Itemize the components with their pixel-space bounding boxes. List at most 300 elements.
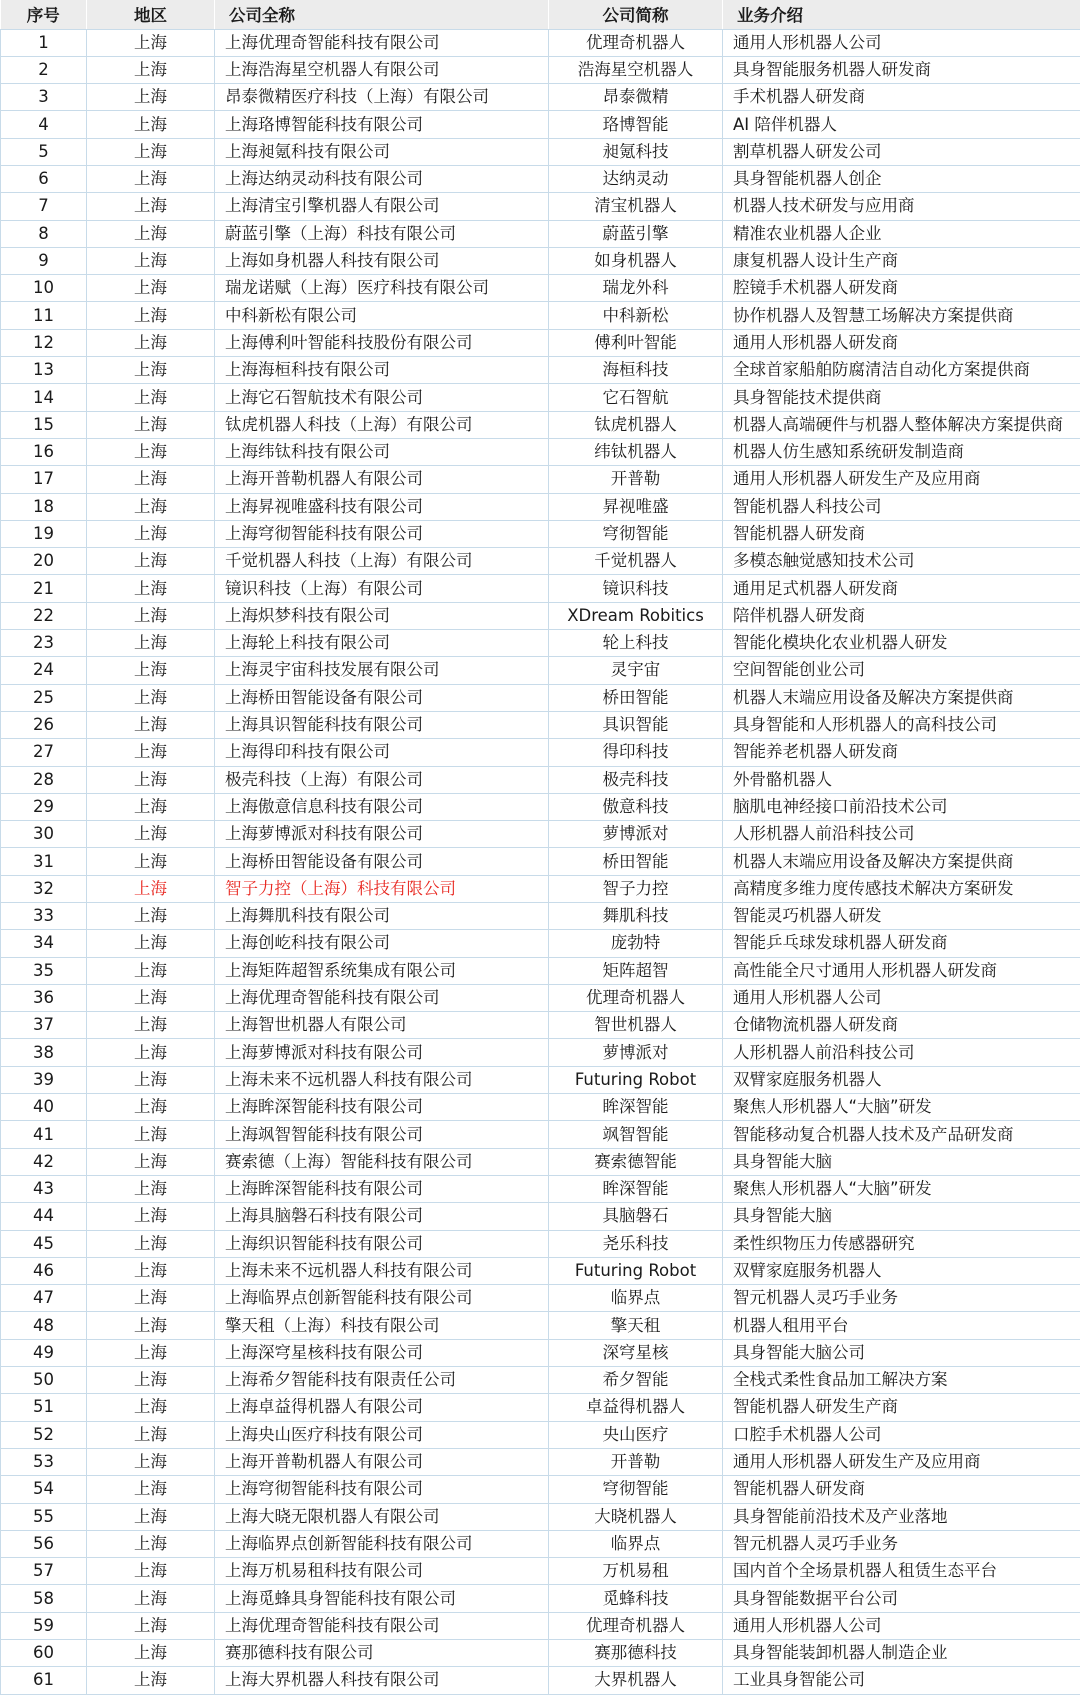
- header-company-full-name[interactable]: 公司全称: [215, 0, 549, 29]
- cell-company-short-name[interactable]: 傅利叶智能: [549, 329, 723, 356]
- cell-company-short-name[interactable]: 尧乐科技: [549, 1230, 723, 1257]
- cell-index[interactable]: 27: [1, 739, 87, 766]
- cell-region[interactable]: 上海: [87, 1640, 215, 1667]
- cell-company-short-name[interactable]: Futuring Robot: [549, 1066, 723, 1093]
- cell-business-description[interactable]: 全球首家船舶防腐清洁自动化方案提供商: [723, 357, 1080, 384]
- cell-company-short-name[interactable]: 达纳灵动: [549, 165, 723, 192]
- cell-company-full-name[interactable]: 上海具识智能科技有限公司: [215, 711, 549, 738]
- cell-region[interactable]: 上海: [87, 138, 215, 165]
- cell-index[interactable]: 57: [1, 1558, 87, 1585]
- cell-index[interactable]: 46: [1, 1257, 87, 1284]
- cell-index[interactable]: 11: [1, 302, 87, 329]
- cell-business-description[interactable]: 双臂家庭服务机器人: [723, 1066, 1080, 1093]
- cell-business-description[interactable]: 国内首个全场景机器人租赁生态平台: [723, 1558, 1080, 1585]
- cell-company-full-name[interactable]: 上海萝博派对科技有限公司: [215, 821, 549, 848]
- cell-region[interactable]: 上海: [87, 1012, 215, 1039]
- cell-company-short-name[interactable]: 赛索德智能: [549, 1148, 723, 1175]
- cell-company-full-name[interactable]: 上海万机易租科技有限公司: [215, 1558, 549, 1585]
- cell-company-short-name[interactable]: 眸深智能: [549, 1175, 723, 1202]
- cell-business-description[interactable]: 具身智能机器人创企: [723, 165, 1080, 192]
- cell-business-description[interactable]: 手术机器人研发商: [723, 84, 1080, 111]
- cell-business-description[interactable]: 通用人形机器人公司: [723, 29, 1080, 56]
- cell-index[interactable]: 13: [1, 357, 87, 384]
- cell-index[interactable]: 36: [1, 984, 87, 1011]
- cell-company-short-name[interactable]: 珞博智能: [549, 111, 723, 138]
- cell-index[interactable]: 29: [1, 793, 87, 820]
- cell-company-full-name[interactable]: 上海傅利叶智能科技股份有限公司: [215, 329, 549, 356]
- cell-company-full-name[interactable]: 上海希夕智能科技有限责任公司: [215, 1367, 549, 1394]
- cell-region[interactable]: 上海: [87, 1367, 215, 1394]
- cell-index[interactable]: 3: [1, 84, 87, 111]
- cell-region[interactable]: 上海: [87, 411, 215, 438]
- cell-company-full-name[interactable]: 上海昇视唯盛科技有限公司: [215, 493, 549, 520]
- cell-company-full-name[interactable]: 上海临界点创新智能科技有限公司: [215, 1285, 549, 1312]
- cell-index[interactable]: 50: [1, 1367, 87, 1394]
- cell-index[interactable]: 39: [1, 1066, 87, 1093]
- cell-company-full-name[interactable]: 上海临界点创新智能科技有限公司: [215, 1530, 549, 1557]
- cell-index[interactable]: 58: [1, 1585, 87, 1612]
- cell-region[interactable]: 上海: [87, 711, 215, 738]
- cell-company-short-name[interactable]: 千觉机器人: [549, 548, 723, 575]
- cell-business-description[interactable]: 智能养老机器人研发商: [723, 739, 1080, 766]
- cell-index[interactable]: 49: [1, 1339, 87, 1366]
- cell-index[interactable]: 7: [1, 193, 87, 220]
- cell-index[interactable]: 53: [1, 1448, 87, 1475]
- cell-region[interactable]: 上海: [87, 247, 215, 274]
- cell-index[interactable]: 24: [1, 657, 87, 684]
- cell-index[interactable]: 45: [1, 1230, 87, 1257]
- cell-region[interactable]: 上海: [87, 984, 215, 1011]
- cell-company-short-name[interactable]: 具识智能: [549, 711, 723, 738]
- cell-company-full-name[interactable]: 上海炽梦科技有限公司: [215, 602, 549, 629]
- cell-company-short-name[interactable]: 开普勒: [549, 466, 723, 493]
- cell-index[interactable]: 20: [1, 548, 87, 575]
- cell-region[interactable]: 上海: [87, 1558, 215, 1585]
- cell-company-short-name[interactable]: 大界机器人: [549, 1667, 723, 1694]
- cell-business-description[interactable]: 割草机器人研发公司: [723, 138, 1080, 165]
- cell-index[interactable]: 30: [1, 821, 87, 848]
- cell-business-description[interactable]: 智能移动复合机器人技术及产品研发商: [723, 1121, 1080, 1148]
- cell-index[interactable]: 54: [1, 1476, 87, 1503]
- cell-company-short-name[interactable]: 蔚蓝引擎: [549, 220, 723, 247]
- cell-company-short-name[interactable]: Futuring Robot: [549, 1257, 723, 1284]
- cell-business-description[interactable]: 智能灵巧机器人研发: [723, 903, 1080, 930]
- cell-company-short-name[interactable]: 浩海星空机器人: [549, 56, 723, 83]
- cell-index[interactable]: 37: [1, 1012, 87, 1039]
- cell-business-description[interactable]: 智能机器人研发商: [723, 520, 1080, 547]
- cell-business-description[interactable]: 具身智能前沿技术及产业落地: [723, 1503, 1080, 1530]
- cell-company-short-name[interactable]: 得印科技: [549, 739, 723, 766]
- cell-company-full-name[interactable]: 上海穹彻智能科技有限公司: [215, 1476, 549, 1503]
- cell-company-full-name[interactable]: 上海开普勒机器人有限公司: [215, 466, 549, 493]
- cell-business-description[interactable]: 通用足式机器人研发商: [723, 575, 1080, 602]
- header-region[interactable]: 地区: [87, 0, 215, 29]
- cell-region[interactable]: 上海: [87, 357, 215, 384]
- cell-index[interactable]: 32: [1, 875, 87, 902]
- cell-company-short-name[interactable]: 矩阵超智: [549, 957, 723, 984]
- cell-region[interactable]: 上海: [87, 220, 215, 247]
- cell-region[interactable]: 上海: [87, 1285, 215, 1312]
- cell-company-full-name[interactable]: 上海灵宇宙科技发展有限公司: [215, 657, 549, 684]
- cell-business-description[interactable]: 智能机器人研发商: [723, 1476, 1080, 1503]
- cell-region[interactable]: 上海: [87, 1175, 215, 1202]
- cell-business-description[interactable]: 腔镜手术机器人研发商: [723, 275, 1080, 302]
- header-company-short-name[interactable]: 公司简称: [549, 0, 723, 29]
- cell-region[interactable]: 上海: [87, 1203, 215, 1230]
- cell-business-description[interactable]: 机器人高端硬件与机器人整体解决方案提供商: [723, 411, 1080, 438]
- cell-region[interactable]: 上海: [87, 1230, 215, 1257]
- cell-company-full-name[interactable]: 上海深穹星核科技有限公司: [215, 1339, 549, 1366]
- cell-company-short-name[interactable]: 开普勒: [549, 1448, 723, 1475]
- cell-business-description[interactable]: 机器人租用平台: [723, 1312, 1080, 1339]
- cell-index[interactable]: 22: [1, 602, 87, 629]
- cell-region[interactable]: 上海: [87, 821, 215, 848]
- cell-company-full-name[interactable]: 上海清宝引擎机器人有限公司: [215, 193, 549, 220]
- cell-company-short-name[interactable]: 纬钛机器人: [549, 438, 723, 465]
- cell-index[interactable]: 8: [1, 220, 87, 247]
- cell-company-short-name[interactable]: 临界点: [549, 1285, 723, 1312]
- cell-region[interactable]: 上海: [87, 466, 215, 493]
- cell-business-description[interactable]: 人形机器人前沿科技公司: [723, 821, 1080, 848]
- cell-company-full-name[interactable]: 上海创屹科技有限公司: [215, 930, 549, 957]
- cell-company-full-name[interactable]: 上海眸深智能科技有限公司: [215, 1175, 549, 1202]
- cell-index[interactable]: 6: [1, 165, 87, 192]
- cell-index[interactable]: 16: [1, 438, 87, 465]
- cell-region[interactable]: 上海: [87, 111, 215, 138]
- cell-region[interactable]: 上海: [87, 1530, 215, 1557]
- cell-company-full-name[interactable]: 上海大界机器人科技有限公司: [215, 1667, 549, 1694]
- cell-company-short-name[interactable]: XDream Robitics: [549, 602, 723, 629]
- cell-company-short-name[interactable]: 优理奇机器人: [549, 1612, 723, 1639]
- cell-business-description[interactable]: 智元机器人灵巧手业务: [723, 1285, 1080, 1312]
- cell-company-full-name[interactable]: 上海优理奇智能科技有限公司: [215, 29, 549, 56]
- cell-index[interactable]: 25: [1, 684, 87, 711]
- cell-company-short-name[interactable]: 钛虎机器人: [549, 411, 723, 438]
- cell-region[interactable]: 上海: [87, 193, 215, 220]
- cell-region[interactable]: 上海: [87, 1667, 215, 1694]
- cell-business-description[interactable]: 双臂家庭服务机器人: [723, 1257, 1080, 1284]
- cell-company-full-name[interactable]: 上海央山医疗科技有限公司: [215, 1421, 549, 1448]
- cell-index[interactable]: 21: [1, 575, 87, 602]
- cell-index[interactable]: 52: [1, 1421, 87, 1448]
- cell-region[interactable]: 上海: [87, 930, 215, 957]
- header-index[interactable]: 序号: [1, 0, 87, 29]
- cell-index[interactable]: 28: [1, 766, 87, 793]
- cell-company-full-name[interactable]: 上海海桓科技有限公司: [215, 357, 549, 384]
- cell-business-description[interactable]: 智能乒乓球发球机器人研发商: [723, 930, 1080, 957]
- cell-region[interactable]: 上海: [87, 56, 215, 83]
- cell-business-description[interactable]: 柔性织物压力传感器研究: [723, 1230, 1080, 1257]
- cell-company-short-name[interactable]: 镜识科技: [549, 575, 723, 602]
- cell-company-full-name[interactable]: 上海开普勒机器人有限公司: [215, 1448, 549, 1475]
- cell-company-short-name[interactable]: 万机易租: [549, 1558, 723, 1585]
- cell-business-description[interactable]: 口腔手术机器人公司: [723, 1421, 1080, 1448]
- cell-business-description[interactable]: 仓储物流机器人研发商: [723, 1012, 1080, 1039]
- cell-business-description[interactable]: 机器人仿生感知系统研发制造商: [723, 438, 1080, 465]
- cell-company-short-name[interactable]: 希夕智能: [549, 1367, 723, 1394]
- cell-company-full-name[interactable]: 上海珞博智能科技有限公司: [215, 111, 549, 138]
- cell-index[interactable]: 55: [1, 1503, 87, 1530]
- cell-company-short-name[interactable]: 轮上科技: [549, 630, 723, 657]
- cell-business-description[interactable]: 具身智能服务机器人研发商: [723, 56, 1080, 83]
- cell-business-description[interactable]: 精准农业机器人企业: [723, 220, 1080, 247]
- cell-index[interactable]: 14: [1, 384, 87, 411]
- cell-index[interactable]: 15: [1, 411, 87, 438]
- cell-region[interactable]: 上海: [87, 684, 215, 711]
- cell-company-short-name[interactable]: 桥田智能: [549, 848, 723, 875]
- cell-company-full-name[interactable]: 赛索德（上海）智能科技有限公司: [215, 1148, 549, 1175]
- cell-company-short-name[interactable]: 觅蜂科技: [549, 1585, 723, 1612]
- cell-business-description[interactable]: 协作机器人及智慧工场解决方案提供商: [723, 302, 1080, 329]
- cell-business-description[interactable]: 聚焦人形机器人“大脑”研发: [723, 1175, 1080, 1202]
- cell-company-full-name[interactable]: 上海得印科技有限公司: [215, 739, 549, 766]
- cell-region[interactable]: 上海: [87, 275, 215, 302]
- cell-business-description[interactable]: 高精度多维力度传感技术解决方案研发: [723, 875, 1080, 902]
- cell-company-full-name[interactable]: 上海大晓无限机器人有限公司: [215, 1503, 549, 1530]
- cell-company-short-name[interactable]: 优理奇机器人: [549, 29, 723, 56]
- cell-company-short-name[interactable]: 昇视唯盛: [549, 493, 723, 520]
- cell-region[interactable]: 上海: [87, 875, 215, 902]
- cell-company-full-name[interactable]: 上海智世机器人有限公司: [215, 1012, 549, 1039]
- cell-company-short-name[interactable]: 昶氪科技: [549, 138, 723, 165]
- cell-company-short-name[interactable]: 飒智智能: [549, 1121, 723, 1148]
- cell-company-full-name[interactable]: 上海优理奇智能科技有限公司: [215, 1612, 549, 1639]
- cell-company-full-name[interactable]: 上海桥田智能设备有限公司: [215, 848, 549, 875]
- cell-company-short-name[interactable]: 智世机器人: [549, 1012, 723, 1039]
- cell-company-full-name[interactable]: 上海觅蜂具身智能科技有限公司: [215, 1585, 549, 1612]
- cell-company-short-name[interactable]: 具脑磐石: [549, 1203, 723, 1230]
- cell-index[interactable]: 4: [1, 111, 87, 138]
- cell-company-full-name[interactable]: 上海它石智航技术有限公司: [215, 384, 549, 411]
- cell-region[interactable]: 上海: [87, 520, 215, 547]
- cell-region[interactable]: 上海: [87, 548, 215, 575]
- cell-company-short-name[interactable]: 傲意科技: [549, 793, 723, 820]
- cell-company-short-name[interactable]: 临界点: [549, 1530, 723, 1557]
- cell-index[interactable]: 1: [1, 29, 87, 56]
- cell-company-short-name[interactable]: 卓益得机器人: [549, 1394, 723, 1421]
- cell-index[interactable]: 31: [1, 848, 87, 875]
- cell-region[interactable]: 上海: [87, 1421, 215, 1448]
- cell-company-short-name[interactable]: 瑞龙外科: [549, 275, 723, 302]
- cell-company-full-name[interactable]: 上海矩阵超智系统集成有限公司: [215, 957, 549, 984]
- cell-business-description[interactable]: 智能机器人研发生产商: [723, 1394, 1080, 1421]
- cell-region[interactable]: 上海: [87, 493, 215, 520]
- cell-company-short-name[interactable]: 海桓科技: [549, 357, 723, 384]
- cell-index[interactable]: 26: [1, 711, 87, 738]
- cell-business-description[interactable]: 具身智能装卸机器人制造企业: [723, 1640, 1080, 1667]
- cell-business-description[interactable]: 通用人形机器人公司: [723, 1612, 1080, 1639]
- cell-business-description[interactable]: 工业具身智能公司: [723, 1667, 1080, 1694]
- cell-business-description[interactable]: 具身智能数据平台公司: [723, 1585, 1080, 1612]
- cell-company-short-name[interactable]: 萝博派对: [549, 1039, 723, 1066]
- cell-region[interactable]: 上海: [87, 739, 215, 766]
- cell-company-full-name[interactable]: 上海眸深智能科技有限公司: [215, 1094, 549, 1121]
- cell-company-full-name[interactable]: 上海舞肌科技有限公司: [215, 903, 549, 930]
- cell-company-full-name[interactable]: 千觉机器人科技（上海）有限公司: [215, 548, 549, 575]
- cell-region[interactable]: 上海: [87, 329, 215, 356]
- cell-index[interactable]: 56: [1, 1530, 87, 1557]
- cell-company-full-name[interactable]: 上海如身机器人科技有限公司: [215, 247, 549, 274]
- cell-business-description[interactable]: 人形机器人前沿科技公司: [723, 1039, 1080, 1066]
- cell-region[interactable]: 上海: [87, 1094, 215, 1121]
- cell-company-full-name[interactable]: 钛虎机器人科技（上海）有限公司: [215, 411, 549, 438]
- cell-index[interactable]: 12: [1, 329, 87, 356]
- cell-index[interactable]: 60: [1, 1640, 87, 1667]
- cell-region[interactable]: 上海: [87, 1448, 215, 1475]
- cell-region[interactable]: 上海: [87, 1312, 215, 1339]
- cell-index[interactable]: 42: [1, 1148, 87, 1175]
- cell-region[interactable]: 上海: [87, 1148, 215, 1175]
- cell-business-description[interactable]: 具身智能大脑公司: [723, 1339, 1080, 1366]
- cell-company-full-name[interactable]: 镜识科技（上海）有限公司: [215, 575, 549, 602]
- cell-company-short-name[interactable]: 深穹星核: [549, 1339, 723, 1366]
- cell-region[interactable]: 上海: [87, 29, 215, 56]
- cell-region[interactable]: 上海: [87, 957, 215, 984]
- cell-company-full-name[interactable]: 上海优理奇智能科技有限公司: [215, 984, 549, 1011]
- cell-region[interactable]: 上海: [87, 165, 215, 192]
- cell-business-description[interactable]: 聚焦人形机器人“大脑”研发: [723, 1094, 1080, 1121]
- cell-business-description[interactable]: 智元机器人灵巧手业务: [723, 1530, 1080, 1557]
- cell-region[interactable]: 上海: [87, 1394, 215, 1421]
- cell-company-full-name[interactable]: 上海未来不远机器人科技有限公司: [215, 1257, 549, 1284]
- cell-company-short-name[interactable]: 擎天租: [549, 1312, 723, 1339]
- cell-company-short-name[interactable]: 灵宇宙: [549, 657, 723, 684]
- cell-region[interactable]: 上海: [87, 766, 215, 793]
- cell-company-short-name[interactable]: 清宝机器人: [549, 193, 723, 220]
- cell-business-description[interactable]: 高性能全尺寸通用人形机器人研发商: [723, 957, 1080, 984]
- cell-region[interactable]: 上海: [87, 84, 215, 111]
- cell-company-short-name[interactable]: 中科新松: [549, 302, 723, 329]
- cell-region[interactable]: 上海: [87, 1121, 215, 1148]
- cell-business-description[interactable]: 机器人末端应用设备及解决方案提供商: [723, 848, 1080, 875]
- cell-company-full-name[interactable]: 上海达纳灵动科技有限公司: [215, 165, 549, 192]
- cell-index[interactable]: 5: [1, 138, 87, 165]
- cell-region[interactable]: 上海: [87, 438, 215, 465]
- cell-business-description[interactable]: 通用人形机器人研发商: [723, 329, 1080, 356]
- cell-company-full-name[interactable]: 中科新松有限公司: [215, 302, 549, 329]
- cell-region[interactable]: 上海: [87, 302, 215, 329]
- cell-company-full-name[interactable]: 智子力控（上海）科技有限公司: [215, 875, 549, 902]
- cell-company-short-name[interactable]: 庞勃特: [549, 930, 723, 957]
- cell-region[interactable]: 上海: [87, 1503, 215, 1530]
- cell-index[interactable]: 2: [1, 56, 87, 83]
- cell-company-short-name[interactable]: 穹彻智能: [549, 520, 723, 547]
- cell-company-full-name[interactable]: 上海织识智能科技有限公司: [215, 1230, 549, 1257]
- cell-business-description[interactable]: 具身智能和人形机器人的高科技公司: [723, 711, 1080, 738]
- cell-company-full-name[interactable]: 上海纬钛科技有限公司: [215, 438, 549, 465]
- cell-region[interactable]: 上海: [87, 1257, 215, 1284]
- cell-region[interactable]: 上海: [87, 630, 215, 657]
- cell-index[interactable]: 9: [1, 247, 87, 274]
- cell-index[interactable]: 44: [1, 1203, 87, 1230]
- cell-business-description[interactable]: 机器人末端应用设备及解决方案提供商: [723, 684, 1080, 711]
- cell-company-full-name[interactable]: 蔚蓝引擎（上海）科技有限公司: [215, 220, 549, 247]
- cell-company-short-name[interactable]: 央山医疗: [549, 1421, 723, 1448]
- cell-company-short-name[interactable]: 大晓机器人: [549, 1503, 723, 1530]
- cell-business-description[interactable]: 智能机器人科技公司: [723, 493, 1080, 520]
- cell-company-full-name[interactable]: 上海桥田智能设备有限公司: [215, 684, 549, 711]
- cell-company-full-name[interactable]: 擎天租（上海）科技有限公司: [215, 1312, 549, 1339]
- cell-company-short-name[interactable]: 如身机器人: [549, 247, 723, 274]
- cell-index[interactable]: 34: [1, 930, 87, 957]
- cell-business-description[interactable]: 机器人技术研发与应用商: [723, 193, 1080, 220]
- cell-region[interactable]: 上海: [87, 1039, 215, 1066]
- cell-region[interactable]: 上海: [87, 657, 215, 684]
- cell-company-full-name[interactable]: 上海浩海星空机器人有限公司: [215, 56, 549, 83]
- cell-company-short-name[interactable]: 优理奇机器人: [549, 984, 723, 1011]
- cell-company-short-name[interactable]: 智子力控: [549, 875, 723, 902]
- cell-index[interactable]: 51: [1, 1394, 87, 1421]
- cell-company-full-name[interactable]: 上海具脑磐石科技有限公司: [215, 1203, 549, 1230]
- cell-company-short-name[interactable]: 桥田智能: [549, 684, 723, 711]
- cell-region[interactable]: 上海: [87, 602, 215, 629]
- cell-region[interactable]: 上海: [87, 1612, 215, 1639]
- cell-company-short-name[interactable]: 赛那德科技: [549, 1640, 723, 1667]
- cell-region[interactable]: 上海: [87, 1476, 215, 1503]
- cell-company-short-name[interactable]: 昂泰微精: [549, 84, 723, 111]
- cell-business-description[interactable]: 陪伴机器人研发商: [723, 602, 1080, 629]
- cell-region[interactable]: 上海: [87, 793, 215, 820]
- cell-business-description[interactable]: 通用人形机器人研发生产及应用商: [723, 1448, 1080, 1475]
- cell-company-full-name[interactable]: 昂泰微精医疗科技（上海）有限公司: [215, 84, 549, 111]
- cell-region[interactable]: 上海: [87, 1585, 215, 1612]
- cell-company-short-name[interactable]: 眸深智能: [549, 1094, 723, 1121]
- cell-index[interactable]: 61: [1, 1667, 87, 1694]
- cell-company-full-name[interactable]: 上海傲意信息科技有限公司: [215, 793, 549, 820]
- cell-business-description[interactable]: 康复机器人设计生产商: [723, 247, 1080, 274]
- cell-business-description[interactable]: 具身智能大脑: [723, 1148, 1080, 1175]
- cell-region[interactable]: 上海: [87, 384, 215, 411]
- cell-business-description[interactable]: 外骨骼机器人: [723, 766, 1080, 793]
- cell-index[interactable]: 33: [1, 903, 87, 930]
- cell-region[interactable]: 上海: [87, 848, 215, 875]
- cell-company-full-name[interactable]: 上海萝博派对科技有限公司: [215, 1039, 549, 1066]
- cell-business-description[interactable]: 空间智能创业公司: [723, 657, 1080, 684]
- cell-business-description[interactable]: 脑肌电神经接口前沿技术公司: [723, 793, 1080, 820]
- cell-company-short-name[interactable]: 舞肌科技: [549, 903, 723, 930]
- cell-index[interactable]: 23: [1, 630, 87, 657]
- cell-business-description[interactable]: 智能化模块化农业机器人研发: [723, 630, 1080, 657]
- cell-index[interactable]: 48: [1, 1312, 87, 1339]
- cell-index[interactable]: 17: [1, 466, 87, 493]
- cell-business-description[interactable]: 通用人形机器人研发生产及应用商: [723, 466, 1080, 493]
- cell-company-full-name[interactable]: 上海卓益得机器人有限公司: [215, 1394, 549, 1421]
- cell-company-full-name[interactable]: 上海飒智智能科技有限公司: [215, 1121, 549, 1148]
- cell-company-short-name[interactable]: 穹彻智能: [549, 1476, 723, 1503]
- cell-index[interactable]: 47: [1, 1285, 87, 1312]
- cell-company-full-name[interactable]: 上海轮上科技有限公司: [215, 630, 549, 657]
- cell-business-description[interactable]: 具身智能技术提供商: [723, 384, 1080, 411]
- cell-index[interactable]: 10: [1, 275, 87, 302]
- cell-company-full-name[interactable]: 上海穹彻智能科技有限公司: [215, 520, 549, 547]
- cell-index[interactable]: 59: [1, 1612, 87, 1639]
- cell-business-description[interactable]: 具身智能大脑: [723, 1203, 1080, 1230]
- cell-company-full-name[interactable]: 赛那德科技有限公司: [215, 1640, 549, 1667]
- cell-company-full-name[interactable]: 极壳科技（上海）有限公司: [215, 766, 549, 793]
- cell-index[interactable]: 41: [1, 1121, 87, 1148]
- cell-region[interactable]: 上海: [87, 575, 215, 602]
- cell-region[interactable]: 上海: [87, 1066, 215, 1093]
- cell-business-description[interactable]: 多模态触觉感知技术公司: [723, 548, 1080, 575]
- cell-company-full-name[interactable]: 瑞龙诺赋（上海）医疗科技有限公司: [215, 275, 549, 302]
- cell-company-short-name[interactable]: 极壳科技: [549, 766, 723, 793]
- cell-business-description[interactable]: AI 陪伴机器人: [723, 111, 1080, 138]
- cell-company-short-name[interactable]: 萝博派对: [549, 821, 723, 848]
- cell-company-short-name[interactable]: 它石智航: [549, 384, 723, 411]
- cell-index[interactable]: 35: [1, 957, 87, 984]
- header-business-description[interactable]: 业务介绍: [723, 0, 1080, 29]
- cell-region[interactable]: 上海: [87, 1339, 215, 1366]
